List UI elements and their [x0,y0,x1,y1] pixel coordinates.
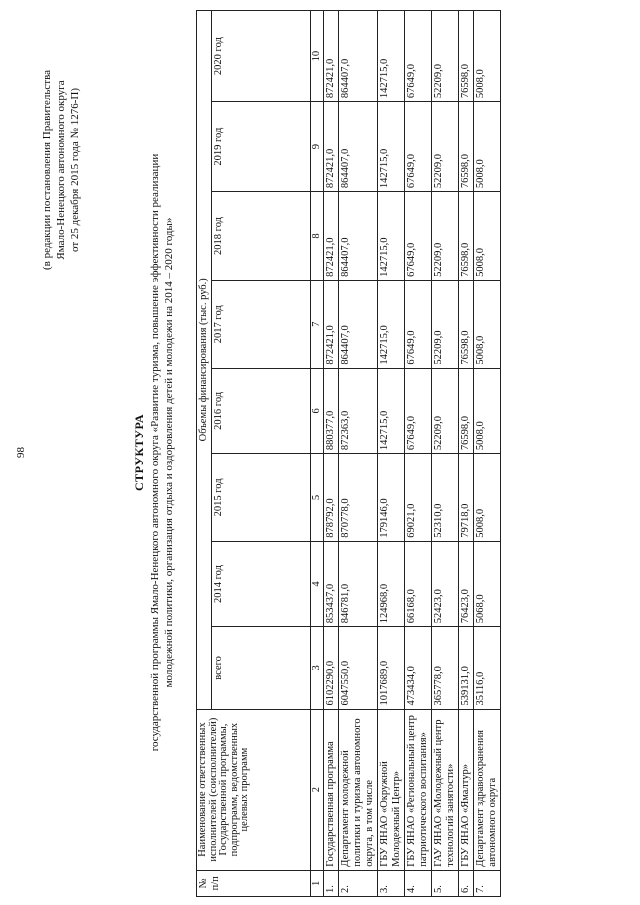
subtitle-line: государственной программы Ямало-Ненецкого автономного округа «Развитие туризма, повышение эффективности реализации [149,153,161,752]
row-number: 6. [459,870,474,896]
row-number: 7. [474,870,501,896]
table-body [324,11,501,897]
row-total-value: 6047550,0 [339,627,378,709]
page-number: 98 [15,447,27,458]
row-year-value: 52209,0 [432,192,459,281]
column-number: 3 [311,627,324,709]
column-number: 9 [311,102,324,192]
row-year-value: 52209,0 [432,11,459,102]
row-year-value: 76598,0 [459,11,474,102]
row-year-value: 872421,0 [324,280,339,368]
row-year-value: 864407,0 [339,102,378,192]
revision-note [40,20,82,320]
row-number: 5. [432,870,459,896]
row-total-value: 1017689,0 [378,627,405,709]
header-year: 2018 год [212,192,311,281]
row-year-value: 846781,0 [339,541,378,627]
row-number: 3. [378,870,405,896]
row-year-value: 872421,0 [324,102,339,192]
header-year: 2015 год [212,454,311,542]
row-name: ГБУ ЯНАО «Ямалтур» [459,709,474,870]
row-year-value: 864407,0 [339,280,378,368]
table-row [474,11,501,897]
row-year-value: 5008,0 [474,368,501,454]
table-row [324,11,339,897]
row-year-value: 853437,0 [324,541,339,627]
row-name: ГБУ ЯНАО «Окружной Молодежный Центр» [378,709,405,870]
row-name: ГАУ ЯНАО «Молодежный центр технологий занятости» [432,709,459,870]
row-year-value: 142715,0 [378,280,405,368]
row-number: 1. [324,870,339,896]
column-number: 7 [311,280,324,368]
row-year-value: 5008,0 [474,280,501,368]
header-year: 2016 год [212,368,311,454]
header-year: 2017 год [212,280,311,368]
revision-note-line: от 25 декабря 2015 года № 1276-П) [69,87,81,253]
row-number: 4. [405,870,432,896]
column-number: 6 [311,368,324,454]
row-year-value: 5008,0 [474,11,501,102]
structure-table [196,10,501,897]
row-year-value: 76598,0 [459,280,474,368]
row-year-value: 52209,0 [432,102,459,192]
row-year-value: 142715,0 [378,11,405,102]
row-year-value: 52209,0 [432,368,459,454]
table-row [432,11,459,897]
table-row [459,11,474,897]
column-number: 8 [311,192,324,281]
row-year-value: 142715,0 [378,368,405,454]
row-year-value: 179146,0 [378,454,405,542]
row-year-value: 69021,0 [405,454,432,542]
row-total-value: 365778,0 [432,627,459,709]
row-year-value: 142715,0 [378,102,405,192]
row-year-value: 872421,0 [324,192,339,281]
row-year-value: 124968,0 [378,541,405,627]
header-year: 2020 год [212,11,311,102]
header-year: 2014 год [212,541,311,627]
row-year-value: 864407,0 [339,11,378,102]
row-year-value: 872363,0 [339,368,378,454]
subtitle-line: молодежной политики, организация отдыха и оздоровления детей и молодежи на 2014 – 2020 годы» [163,217,175,688]
column-number: 10 [311,11,324,102]
row-number: 2. [339,870,378,896]
row-total-value: 6102290,0 [324,627,339,709]
row-year-value: 870778,0 [339,454,378,542]
row-year-value: 5008,0 [474,102,501,192]
row-year-value: 79718,0 [459,454,474,542]
row-year-value: 5008,0 [474,192,501,281]
header-num: № п/п [197,870,311,896]
row-year-value: 52209,0 [432,280,459,368]
row-year-value: 52423,0 [432,541,459,627]
column-number: 4 [311,541,324,627]
document-title: СТРУКТУРА [132,414,146,491]
table-row [339,11,378,897]
column-number: 2 [311,709,324,870]
row-total-value: 539131,0 [459,627,474,709]
row-year-value: 878792,0 [324,454,339,542]
document-subtitle [148,0,176,905]
row-year-value: 67649,0 [405,368,432,454]
header-row-1 [197,11,212,897]
column-number: 5 [311,454,324,542]
row-year-value: 5068,0 [474,541,501,627]
row-year-value: 864407,0 [339,192,378,281]
table-row [378,11,405,897]
row-year-value: 880377,0 [324,368,339,454]
column-number: 1 [311,870,324,896]
row-year-value: 142715,0 [378,192,405,281]
row-year-value: 52310,0 [432,454,459,542]
row-name: Государственная программа [324,709,339,870]
row-year-value: 76598,0 [459,192,474,281]
header-name: Наименование ответственных исполнителей (соисполнителей) Государственной программы, подпрограмм, ведомственных целевых программ [197,709,311,870]
revision-note-line: (в редакции постановления Правительства [41,69,53,271]
row-year-value: 76423,0 [459,541,474,627]
row-year-value: 67649,0 [405,11,432,102]
row-year-value: 67649,0 [405,102,432,192]
header-total: всего [212,627,311,709]
table-row [405,11,432,897]
header-year: 2019 год [212,102,311,192]
row-year-value: 67649,0 [405,192,432,281]
row-name: Департамент молодежной политики и туризма автономного округа, в том числе [339,709,378,870]
row-total-value: 35116,0 [474,627,501,709]
row-name: Департамент здравоохранения автономного округа [474,709,501,870]
row-year-value: 872421,0 [324,11,339,102]
header-funding: Объемы финансирования (тыс. руб.) [197,11,212,710]
revision-note-line: Ямало-Ненецкого автономного округа [55,80,67,260]
column-number-row [311,11,324,897]
row-year-value: 76598,0 [459,368,474,454]
row-name: ГБУ ЯНАО «Региональный центр патриотического воспитания» [405,709,432,870]
row-year-value: 5008,0 [474,454,501,542]
row-year-value: 76598,0 [459,102,474,192]
row-year-value: 66168,0 [405,541,432,627]
row-year-value: 67649,0 [405,280,432,368]
row-total-value: 473434,0 [405,627,432,709]
